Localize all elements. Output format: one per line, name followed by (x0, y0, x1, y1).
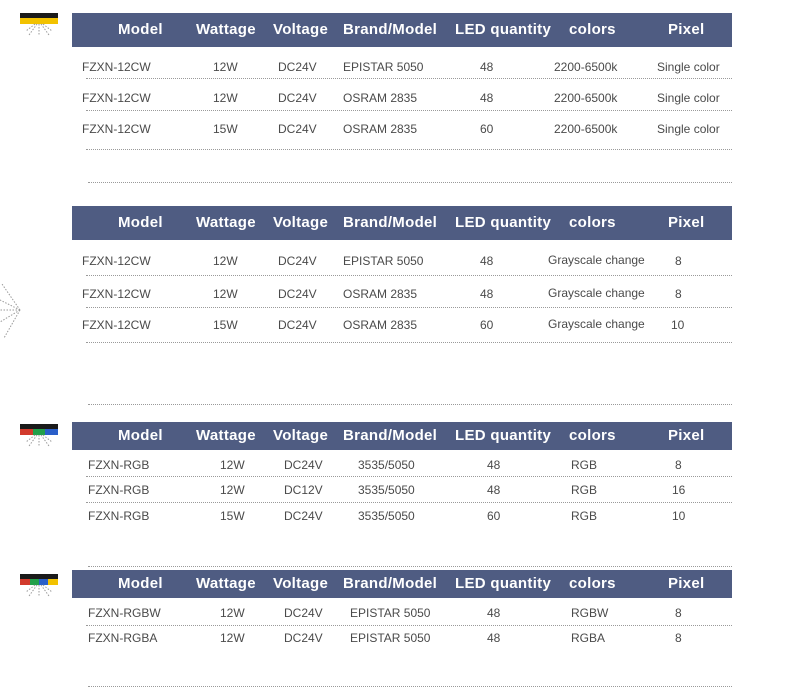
cell-voltage: DC24V (284, 631, 323, 645)
table-row (72, 273, 732, 306)
cell-wattage: 12W (220, 483, 245, 497)
cell-model: FZXN-12CW (82, 60, 151, 74)
col-model-header: Model (118, 214, 163, 231)
table-row (72, 306, 732, 339)
cell-brand: EPISTAR 5050 (350, 631, 431, 645)
cell-brand: EPISTAR 5050 (343, 254, 424, 268)
col-colors-header: colors (569, 427, 616, 444)
col-model-header: Model (118, 427, 163, 444)
col-voltage-header: Voltage (273, 427, 329, 444)
table-header (72, 13, 732, 47)
cell-brand: EPISTAR 5050 (343, 60, 424, 74)
cell-model: FZXN-12CW (82, 254, 151, 268)
col-pixel-header: Pixel (668, 575, 705, 592)
cell-led-qty: 48 (487, 606, 501, 620)
cell-colors: 2200-6500k (554, 91, 618, 105)
cell-pixel: Single color (657, 60, 720, 74)
cell-pixel: Single color (657, 91, 720, 105)
table-row (72, 598, 732, 623)
cell-pixel: Single color (657, 122, 720, 136)
cell-wattage: 12W (213, 254, 238, 268)
col-led-qty-header: LED quantity (455, 427, 552, 444)
cell-model: FZXN-RGB (88, 509, 150, 523)
cell-model: FZXN-RGB (88, 483, 150, 497)
cell-led-qty: 48 (480, 287, 494, 301)
col-pixel-header: Pixel (668, 21, 705, 38)
cell-pixel: 10 (671, 318, 685, 332)
cell-colors: Grayscale change (548, 286, 645, 300)
rgbw-lamp-icon (20, 574, 58, 600)
cell-model: FZXN-12CW (82, 122, 151, 136)
table-row (72, 623, 732, 648)
cell-voltage: DC12V (284, 483, 323, 497)
cell-led-qty: 60 (487, 509, 501, 523)
col-wattage-header: Wattage (196, 214, 256, 231)
spec-table-single-color (72, 13, 732, 143)
table-header (72, 206, 732, 240)
table-row (72, 47, 732, 79)
col-voltage-header: Voltage (273, 214, 329, 231)
table-row (72, 450, 732, 475)
cell-pixel: 8 (675, 254, 682, 268)
col-brand-header: Brand/Model (343, 214, 438, 231)
cell-pixel: 8 (675, 606, 682, 620)
cell-colors: RGB (571, 458, 598, 472)
col-model-header: Model (118, 575, 163, 592)
cell-voltage: DC24V (284, 458, 323, 472)
col-wattage-header: Wattage (196, 427, 256, 444)
col-led-qty-header: LED quantity (455, 21, 552, 38)
section-divider (88, 404, 732, 405)
cell-wattage: 12W (213, 287, 238, 301)
cell-brand: OSRAM 2835 (343, 287, 418, 301)
cell-colors: RGB (571, 483, 598, 497)
rgb-lamp-icon (20, 424, 58, 450)
cell-model: FZXN-12CW (82, 287, 151, 301)
cell-brand: 3535/5050 (358, 509, 415, 523)
table-row (72, 500, 732, 525)
cell-voltage: DC24V (278, 318, 317, 332)
cell-led-qty: 48 (487, 458, 501, 472)
section-divider (88, 686, 732, 687)
col-wattage-header: Wattage (196, 21, 256, 38)
cell-model: FZXN-RGBA (88, 631, 158, 645)
cell-led-qty: 60 (480, 122, 494, 136)
cell-led-qty: 60 (480, 318, 494, 332)
table-row (72, 111, 732, 143)
col-led-qty-header: LED quantity (455, 214, 552, 231)
cell-wattage: 12W (220, 631, 245, 645)
cell-voltage: DC24V (278, 122, 317, 136)
cell-wattage: 15W (220, 509, 245, 523)
table-header (72, 570, 732, 598)
cell-led-qty: 48 (480, 60, 494, 74)
cell-voltage: DC24V (278, 287, 317, 301)
cell-colors: RGBW (571, 606, 609, 620)
table-row (72, 240, 732, 273)
row-divider (86, 342, 732, 343)
col-colors-header: colors (569, 214, 616, 231)
col-pixel-header: Pixel (668, 214, 705, 231)
cell-brand: EPISTAR 5050 (350, 606, 431, 620)
cell-colors: 2200-6500k (554, 122, 618, 136)
cell-wattage: 12W (220, 606, 245, 620)
col-led-qty-header: LED quantity (455, 575, 552, 592)
cell-pixel: 8 (675, 631, 682, 645)
cell-model: FZXN-RGBW (88, 606, 161, 620)
cell-wattage: 12W (213, 91, 238, 105)
col-model-header: Model (118, 21, 163, 38)
cell-led-qty: 48 (487, 483, 501, 497)
col-voltage-header: Voltage (273, 575, 329, 592)
cell-brand: OSRAM 2835 (343, 122, 418, 136)
row-divider (86, 149, 732, 150)
cell-colors: RGB (571, 509, 598, 523)
cell-brand: 3535/5050 (358, 458, 415, 472)
spec-table-rgb (72, 422, 732, 525)
table-row (72, 475, 732, 500)
col-voltage-header: Voltage (273, 21, 329, 38)
cell-brand: OSRAM 2835 (343, 318, 418, 332)
spec-table-grayscale (72, 206, 732, 339)
side-light-rays-icon (0, 280, 22, 340)
spec-table-rgbw (72, 570, 732, 648)
cell-voltage: DC24V (278, 91, 317, 105)
section-divider (88, 566, 732, 567)
cell-wattage: 12W (213, 60, 238, 74)
cell-brand: OSRAM 2835 (343, 91, 418, 105)
cell-model: FZXN-RGB (88, 458, 150, 472)
cell-voltage: DC24V (278, 60, 317, 74)
cell-led-qty: 48 (480, 254, 494, 268)
table-header (72, 422, 732, 450)
cell-voltage: DC24V (278, 254, 317, 268)
cell-colors: Grayscale change (548, 317, 645, 331)
warm-light-lamp-icon (20, 13, 58, 39)
cell-pixel: 16 (672, 483, 686, 497)
col-colors-header: colors (569, 575, 616, 592)
cell-voltage: DC24V (284, 509, 323, 523)
cell-wattage: 12W (220, 458, 245, 472)
cell-pixel: 8 (675, 458, 682, 472)
cell-model: FZXN-12CW (82, 91, 151, 105)
cell-colors: 2200-6500k (554, 60, 618, 74)
col-brand-header: Brand/Model (343, 575, 438, 592)
col-wattage-header: Wattage (196, 575, 256, 592)
cell-pixel: 8 (675, 287, 682, 301)
cell-led-qty: 48 (487, 631, 501, 645)
cell-colors: Grayscale change (548, 253, 645, 267)
cell-led-qty: 48 (480, 91, 494, 105)
col-brand-header: Brand/Model (343, 21, 438, 38)
cell-model: FZXN-12CW (82, 318, 151, 332)
cell-wattage: 15W (213, 122, 238, 136)
cell-pixel: 10 (672, 509, 686, 523)
cell-colors: RGBA (571, 631, 606, 645)
cell-voltage: DC24V (284, 606, 323, 620)
col-pixel-header: Pixel (668, 427, 705, 444)
col-brand-header: Brand/Model (343, 427, 438, 444)
section-divider (88, 182, 732, 183)
table-row (72, 79, 732, 111)
col-colors-header: colors (569, 21, 616, 38)
cell-brand: 3535/5050 (358, 483, 415, 497)
cell-wattage: 15W (213, 318, 238, 332)
